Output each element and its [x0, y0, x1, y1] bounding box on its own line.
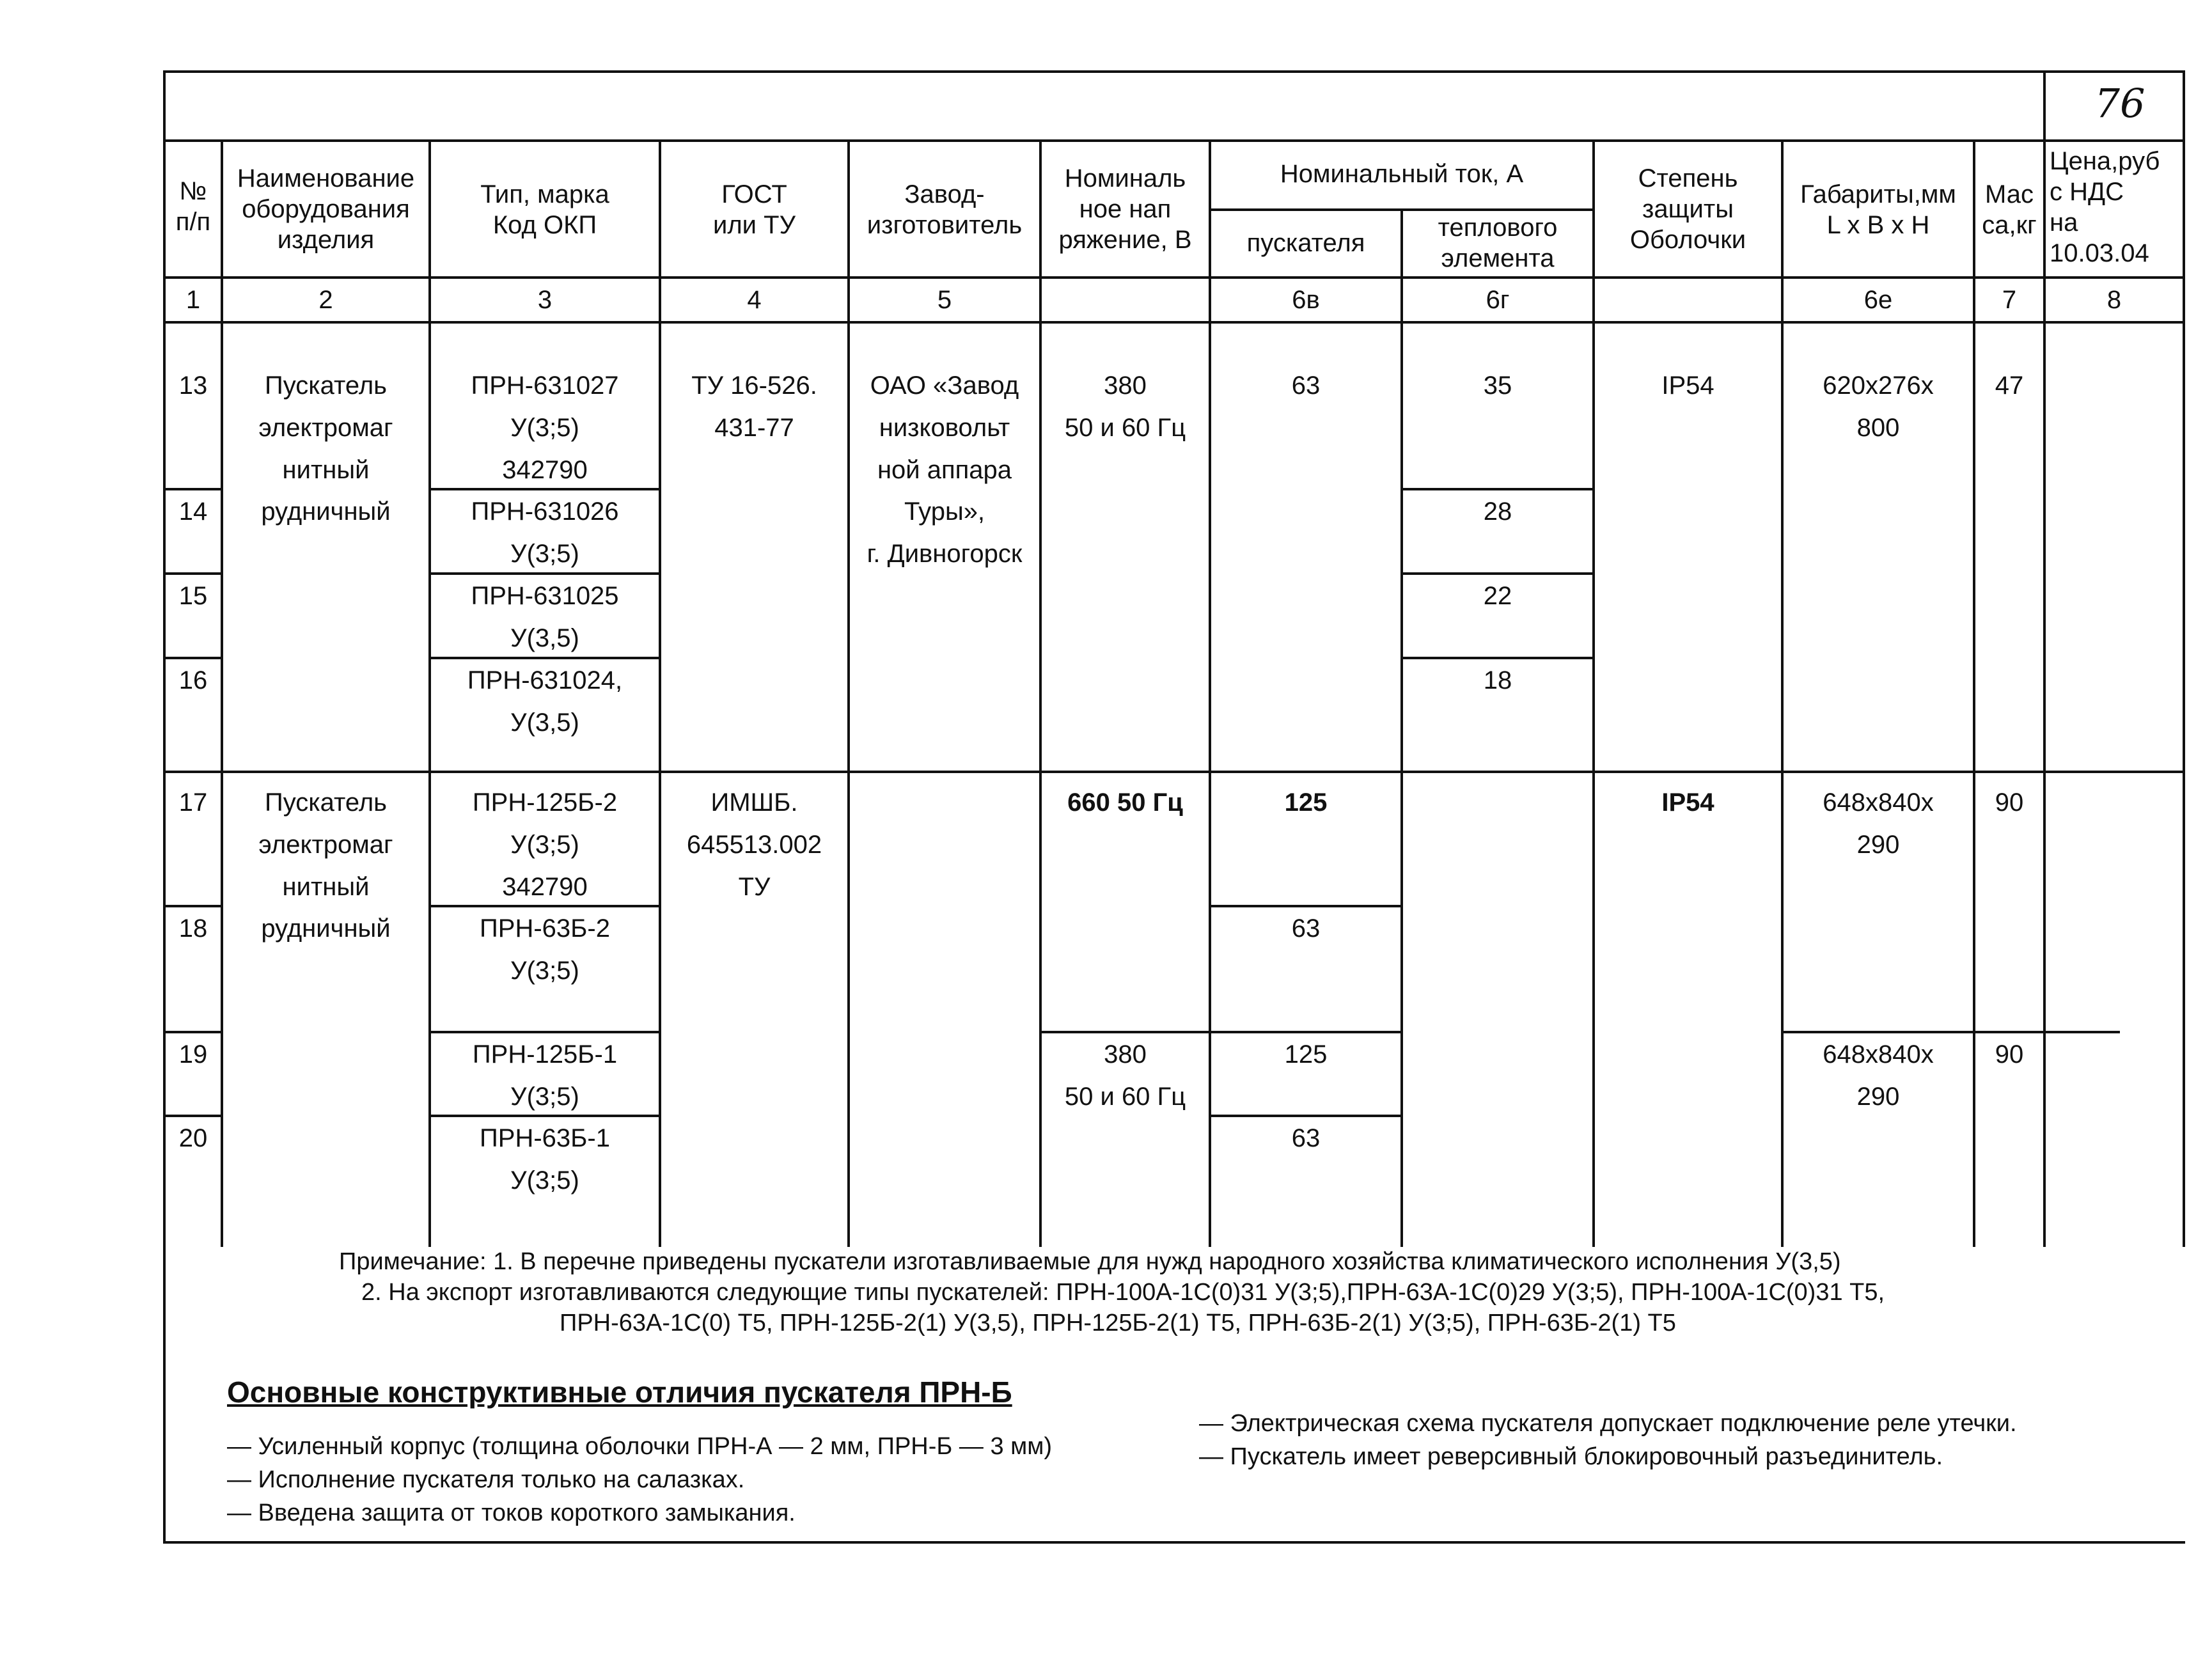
- header-mass: Мас са,кг: [1982, 180, 2037, 239]
- mass-value: 90: [1995, 1040, 2024, 1069]
- index-cell: 6в: [1292, 286, 1320, 314]
- features-title: Основные конструктивные отличия пускателя ПРН-Б: [227, 1375, 1012, 1409]
- index-cell: 7: [2002, 286, 2017, 314]
- group-separator: [163, 771, 2185, 773]
- top-border: [163, 70, 2185, 73]
- index-cell: 6е: [1863, 286, 1893, 314]
- row-number: 15: [178, 582, 208, 610]
- thermal-current: 18: [1483, 666, 1512, 694]
- feature-item: — Введена защита от токов короткого замыкания.: [227, 1500, 796, 1526]
- note-line: ПРН-63А-1С(0) Т5, ПРН-125Б-2(1) У(3,5), ПРН-125Б-2(1) Т5, ПРН-63Б-2(1) У(3;5), ПРН-63Б-2(1) Т5: [560, 1310, 1676, 1336]
- header-thermal-element: теплового элемента: [1438, 214, 1558, 272]
- mass-value: 47: [1995, 372, 2024, 400]
- col-line: [2043, 70, 2046, 1247]
- index-cell: 4: [747, 286, 762, 314]
- index-row-line: [163, 321, 2185, 324]
- starter-current: 63: [1291, 372, 1321, 400]
- row-number: 20: [178, 1124, 208, 1152]
- index-cell: 1: [185, 286, 201, 314]
- feature-item: — Пускатель имеет реверсивный блокировочный разъединитель.: [1199, 1443, 1943, 1470]
- header-current-group: Номинальный ток, А: [1280, 160, 1524, 188]
- index-cell: 5: [937, 286, 952, 314]
- starter-current: 63: [1291, 1124, 1321, 1152]
- starter-current: 63: [1291, 914, 1321, 943]
- mass-value: 90: [1995, 788, 2024, 817]
- protection-class: IP54: [1661, 372, 1714, 400]
- starter-current: 125: [1284, 1040, 1328, 1069]
- feature-item: — Усиленный корпус (толщина оболочки ПРН-А — 2 мм, ПРН-Б — 3 мм): [227, 1433, 1053, 1460]
- protection-class: IP54: [1661, 788, 1714, 817]
- header-protection: Степень защиты Оболочки: [1629, 164, 1746, 254]
- col-line: [1592, 139, 1595, 1247]
- header-gost: ГОСТ или ТУ: [713, 180, 796, 239]
- feature-item: — Исполнение пускателя только на салазках.: [227, 1466, 745, 1493]
- feature-item: — Электрическая схема пускателя допускает подключение реле утечки.: [1199, 1410, 2017, 1437]
- header-name: Наименование оборудования изделия: [237, 164, 415, 254]
- row-number: 13: [178, 372, 208, 400]
- index-cell: 2: [318, 286, 333, 314]
- header-number: № п/п: [175, 177, 211, 236]
- thermal-current: 28: [1483, 497, 1512, 526]
- index-cell: 3: [537, 286, 553, 314]
- row-number: 18: [178, 914, 208, 943]
- page-number: 76: [2094, 80, 2145, 127]
- header-voltage: Номиналь ное нап ряжение, В: [1058, 164, 1192, 254]
- header-top-line: [163, 139, 2185, 142]
- row-number: 14: [178, 497, 208, 526]
- index-cell: 8: [2106, 286, 2122, 314]
- note-line: Примечание: 1. В перечне приведены пускатели изготавливаемые для нужд народного хозяйства климатического исполнения У(3,5): [339, 1248, 1841, 1275]
- header-price: Цена,руб с НДС на 10.03.04: [2050, 147, 2160, 267]
- header-factory: Завод- изготовитель: [867, 180, 1023, 239]
- index-cell: 6г: [1486, 286, 1510, 314]
- thermal-current: 35: [1483, 372, 1512, 400]
- note-line: 2. На экспорт изготавливаются следующие типы пускателей: ПРН-100А-1С(0)31 У(3;5),ПРН-63А-1С(0)29 У(3;5), ПРН-100А-1С(0)31 Т5,: [361, 1279, 1885, 1306]
- header-type: Тип, марка Код ОКП: [480, 180, 609, 239]
- header-dimensions: Габариты,мм L x B x H: [1800, 180, 1956, 239]
- bottom-border: [163, 1541, 2185, 1544]
- header-starter-current: пускателя: [1246, 229, 1365, 257]
- starter-current: 125: [1284, 788, 1328, 817]
- row-number: 17: [178, 788, 208, 817]
- row-number: 16: [178, 666, 208, 694]
- voltage-cell: 660 50 Гц: [1067, 788, 1183, 817]
- thermal-current: 22: [1483, 582, 1512, 610]
- row-number: 19: [178, 1040, 208, 1069]
